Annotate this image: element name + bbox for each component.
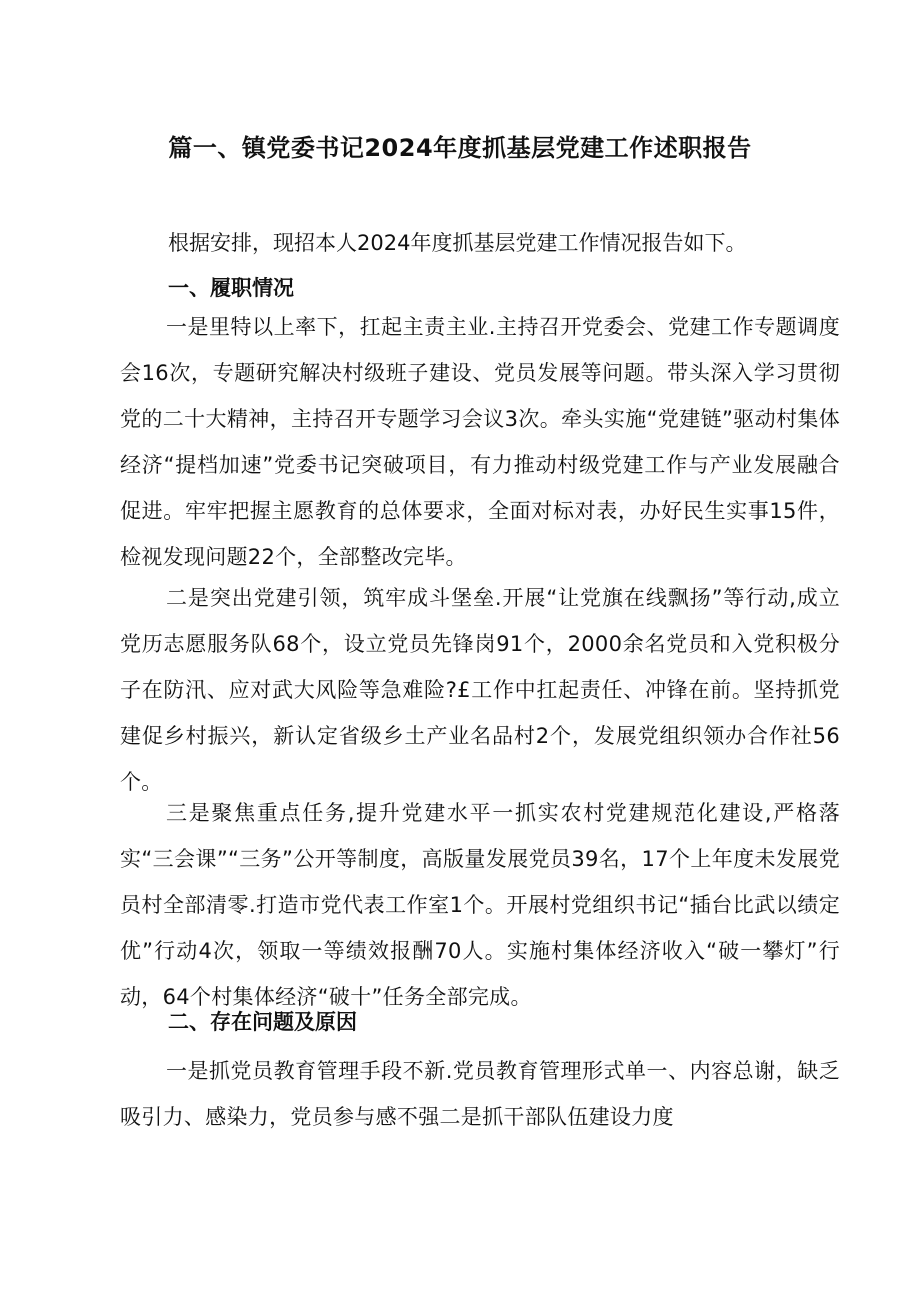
paragraph-key-tasks: 三是聚焦重点任务,提升党建水平一抓实农村党建规范化建设,严格落实“三会课”“三务”公开等制度，高版量发展党员39名，17个上年度未发展党员村全部清零.打造市党代表工作室1个。开展村党组织书记“插台比武以绩定优”行动4次，领取一等绩效报酬70人。实施村集体经济收入“破一攀灯”行动，64个村集体经济“破十”任务全部完成。 [120,801,840,1009]
section-heading-problems: 二、存在问题及原因 [168,1010,357,1034]
paragraph-problems: 一是抓党员教育管理手段不新.党员教育管理形式单一、内容总谢，缺乏吸引力、感染力，党员参与感不强二是抓干部队伍建设力度 [120,1059,840,1129]
section-heading-duties: 一、履职情况 [168,276,294,300]
paragraph-leadership: 一是里特以上率下，扛起主责主业.主持召开党委会、党建工作专题调度会16次，专题研究解决村级班子建设、党员发展等问题。带头深入学习贯彻党的二十大精神，主持召开专题学习会议3次。牵头实施“党建链”驱动村集体经济“提档加速”党委书记突破项目，有力推动村级党建工作与产业发展融合促进。牢牢把握主愿教育的总体要求，全面对标对表，办好民生实事15件，检视发现问题22个，全部整改完毕。 [120,315,840,569]
intro-paragraph: 根据安排，现招本人2024年度抓基层党建工作情况报告如下。 [168,231,747,255]
paragraph-party-building: 二是突出党建引领，筑牢成斗堡垒.开展“让党旗在线飘扬”等行动,成立党历志愿服务队68个，设立党员先锋岗91个，2000余名党员和入党积极分子在防汛、应对武大风险等急难险?£工作中扛起责任、冲锋在前。坚持抓党建促乡村振兴，新认定省级乡土产业名品村2个，发展党组织领办合作社56个。 [120,586,840,794]
document-title: 篇一、镇党委书记2024年度抓基层党建工作述职报告 [168,134,752,162]
